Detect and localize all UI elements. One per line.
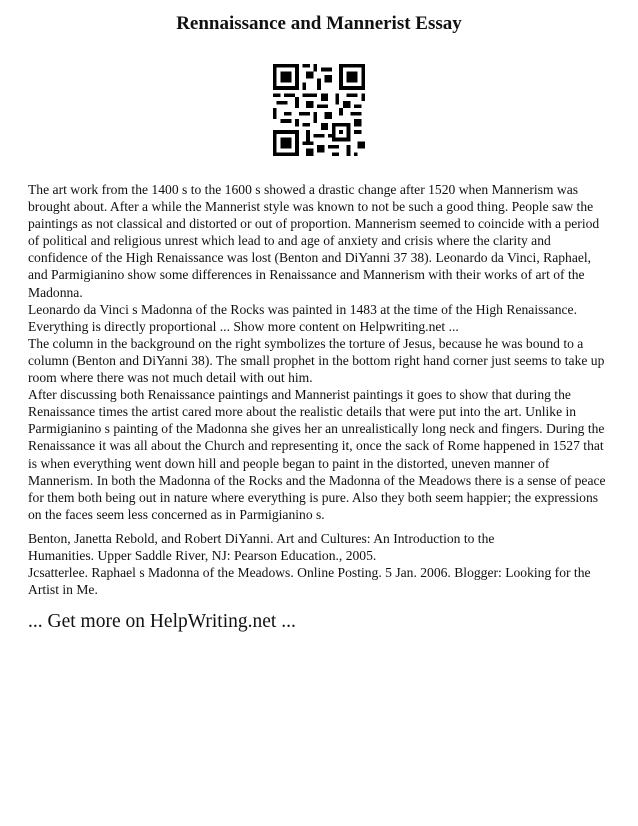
- qr-code: [273, 64, 365, 156]
- get-more-link[interactable]: ... Get more on HelpWriting.net ...: [28, 611, 296, 632]
- references: [28, 530, 612, 598]
- reference-line: Humanities. Upper Saddle River, NJ: Pearson Education., 2005.: [28, 548, 377, 564]
- essay-paragraph: Leonardo da Vinci s Madonna of the Rocks was painted in 1483 at the time of the High Renaissance. Everything is directly proportional ... Show more content on Helpwriting.net ...: [28, 301, 577, 334]
- qr-code-icon: [273, 64, 365, 156]
- reference-line: Jcsatterlee. Raphael s Madonna of the Meadows. Online Posting. 5 Jan. 2006. Blogger: Looking for the Artist in Me.: [28, 565, 591, 598]
- essay-paragraph: The art work from the 1400 s to the 1600 s showed a drastic change after 1520 when Mannerism was brought about. After a while the Mannerist style was known to not be such a good thing. People saw the paintings as not classical and distorted or out of proportion. Mannerism seemed to coincide with a period of political and religious unrest which lead to and age of anxiety and crisis where the clarity and confidence of the High Renaissance was lost (Benton and DiYanni 37 38). Leonardo da Vinci, Raphael, and Parmigianino show some differences in Renaissance and Mannerism with their works of art of the Madonna.: [28, 182, 600, 300]
- document-title: Rennaissance and Mannerist Essay: [176, 13, 462, 34]
- reference-line: Benton, Janetta Rebold, and Robert DiYanni. Art and Cultures: An Introduction to the: [28, 531, 495, 546]
- essay-body: [28, 181, 612, 523]
- essay-paragraph: After discussing both Renaissance paintings and Mannerist paintings it goes to show that during the Renaissance times the artist cared more about the realistic details that were put into the art. Unlike in Parmigianino s painting of the Madonna she gives her an unrealistically long neck and fingers. During the Renaissance it was all about the Church and representing it, once the sack of Rome happened in 1527 that is when everything went down hill and people began to paint in the distorted, uneven manner of Mannerism. In both the Madonna of the Rocks and the Madonna of the Meadows there is a sense of peace for them both being out in nature where everything is pure. Also they both seem happier; the expressions on the faces seem less concerned as in Parmigianino s.: [28, 387, 606, 522]
- essay-paragraph: The column in the background on the right symbolizes the torture of Jesus, because he was bound to a column (Benton and DiYanni 38). The small prophet in the bottom right hand corner just seems to take up room where there was not much detail with out him.: [28, 335, 605, 386]
